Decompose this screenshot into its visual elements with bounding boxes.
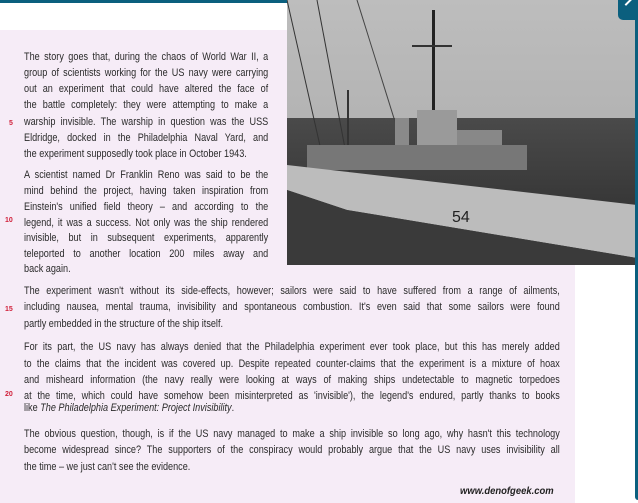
text-line: become widespread since? The supporters of the conspiracy would probably argue that the US navy uses invisibility all [24,444,560,456]
text-line: the battle completely: they were attempting to make a [24,99,269,111]
text-line: group of scientists working for the US navy were carrying [24,67,269,79]
warship-photo [287,0,637,265]
text-line: at the time, which could have somehow been misinterpreted as 'invisible'), the legend's endured, partly thanks to books [24,390,560,402]
text-line: warship invisible. The warship in question was the USS [24,116,269,128]
text-line: A scientist named Dr Franklin Reno was said to be the [24,169,269,181]
text-line: invisible, but in subsequent experiments, apparently [24,232,269,244]
text-line: partly embedded in the structure of the ship itself. [24,318,224,330]
text-line: out an experiment that could have altered the face of [24,83,269,95]
text-line: the experiment supposedly took place in October 1943. [24,148,247,160]
book-line [24,401,560,415]
book-suffix: . [231,402,235,414]
text-line: The story goes that, during the chaos of World War II, a [24,51,269,63]
line-number: 20 [5,391,13,398]
line-number: 15 [5,306,13,313]
text-line: legend, it was a success. Not only was the ship rendered [24,217,269,229]
hull-number: 54 [452,209,470,226]
text-line: teleported to another location 200 miles away and [24,248,269,260]
expand-icon [625,0,633,6]
text-line: including nausea, mental trauma, invisibility and spontaneous combustion. It's even said that some sailors were found [24,301,560,313]
source-url[interactable]: www.denofgeek.com [460,485,554,497]
text-line: the time – we just can't see the evidence. [24,461,191,473]
text-line: and misheard information (the navy really were looking at ways of making ships undetectable to magnetic torpedoes [24,374,560,386]
text-line: Einstein's unified field theory – and according to the [24,201,269,213]
book-prefix: like [24,402,41,414]
text-line: The obvious question, though, is if the US navy managed to make a ship invisible so long ago, why hasn't this technology [24,428,560,440]
text-line: mind behind the project, having taken inspiration from [24,185,269,197]
book-title: The Philadelphia Experiment: Project Invisibility [40,402,232,414]
line-number: 10 [5,217,13,224]
text-line: The experiment wasn't without its side-effects, however; sailors were said to have suffered from a range of ailments, [24,285,560,297]
text-line: For its part, the US navy has always denied that the Philadelphia experiment ever took place, but this has merely added [24,341,560,353]
line-number: 5 [9,120,13,127]
text-line: to the claims that the incident was covered up. Despite repeated counter-claims that the experiment is a mixture of hoax [24,358,560,370]
text-line: back again. [24,263,71,275]
text-line: Eldridge, docked in the Philadelphia Naval Yard, and [24,132,269,144]
